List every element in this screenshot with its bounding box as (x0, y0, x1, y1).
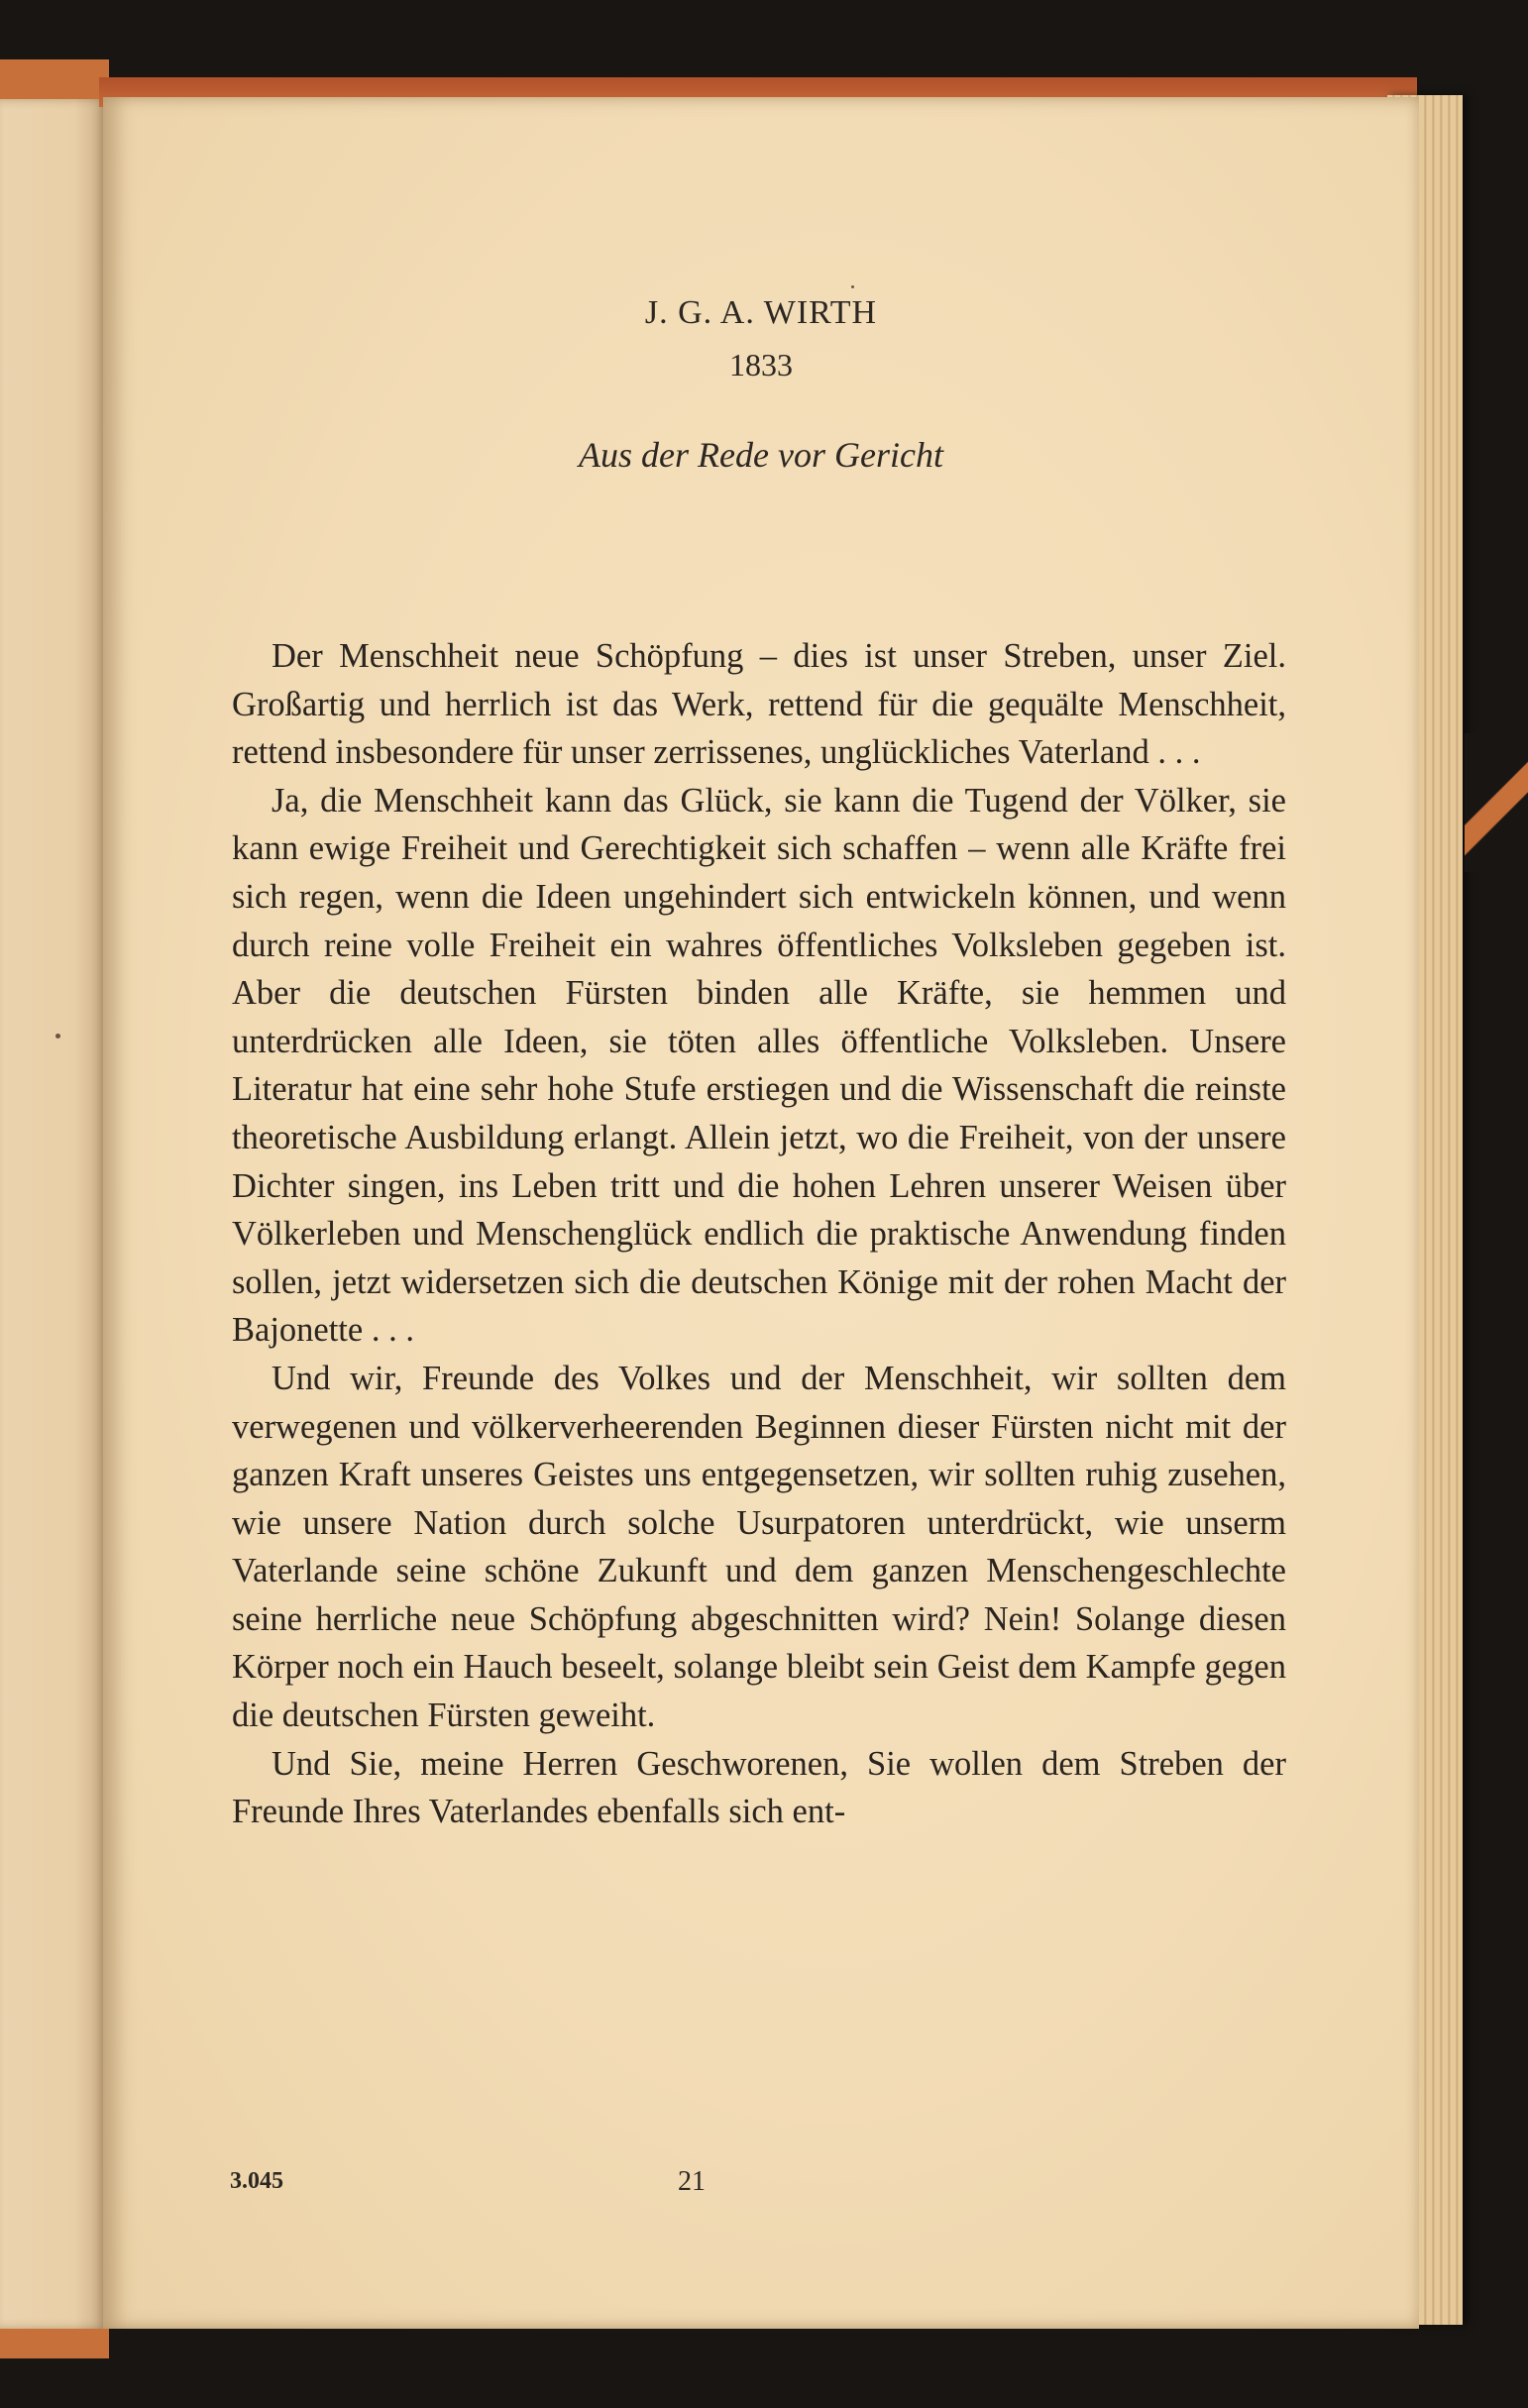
speech-title: Aus der Rede vor Gericht (579, 435, 943, 475)
year: 1833 (729, 347, 793, 383)
paragraph: Und wir, Freunde des Volkes und der Menschheit, wir sollten dem verwegenen und völkerverheerenden Beginnen dieser Fürsten nicht mit der ganzen Kraft unseres Geistes uns entgegensetzen, wir sollten ruhig zusehen, wie unsere Nation durch solche Usurpatoren unterdrückt, wie unserm Vaterlande seine schöne Zukunft und dem ganzen Menschengeschlechte seine herrliche neue Schöpfung abgeschnitten wird? Nein! Solange diesen Körper noch ein Hauch beseelt, solange bleibt sein Geist dem Kampfe gegen die deutschen Fürsten geweiht. (232, 1359, 1286, 1735)
paragraph: Der Menschheit neue Schöpfung – dies ist unser Streben, unser Ziel. Großartig und herrlich ist das Werk, rettend für die gequälte Menschheit, rettend insbesondere für unser zerrissenes, unglückliches Vaterland . . . (232, 637, 1286, 772)
page-number: 21 (678, 2166, 706, 2197)
printer-signature: 3.045 (230, 2168, 283, 2194)
book-cover-edge-right (1465, 733, 1528, 872)
page-header (103, 287, 1419, 480)
paragraph: Ja, die Menschheit kann das Glück, sie kann die Tugend der Völker, sie kann ewige Freiheit und Gerechtigkeit sich schaffen – wenn alle Kräfte frei sich regen, wenn die Ideen ungehindert sich entwickeln können, und wenn durch reine volle Freiheit ein wahres öffentliches Volksleben gegeben ist. Aber die deutschen Fürsten binden alle Kräfte, sie hemmen und unterdrücken alle Ideen, sie töten alles öffentliche Volksleben. Unsere Literatur hat eine sehr hohe Stufe erstiegen und die Wissenschaft die reinste theoretische Ausbildung erlangt. Allein jetzt, wo die Freiheit, von der unsere Dichter singen, ins Leben tritt und die hohen Lehren unserer Weisen über Völkerleben und Menschenglück endlich die praktische Anwendung finden sollen, jetzt widersetzen sich die deutschen Könige mit der rohen Macht der Bajonette . . . (232, 781, 1286, 1350)
author-name: J. G. A. WIRTH (644, 294, 878, 331)
previous-page-edge (0, 99, 107, 2329)
paragraph: Und Sie, meine Herren Geschworenen, Sie wollen dem Streben der Freunde Ihres Vaterlandes ebenfalls sich ent- (232, 1744, 1286, 1831)
body-text (232, 632, 1286, 1836)
book-page (103, 97, 1419, 2329)
paper-speck (55, 1034, 60, 1039)
paper-speck (851, 285, 854, 288)
